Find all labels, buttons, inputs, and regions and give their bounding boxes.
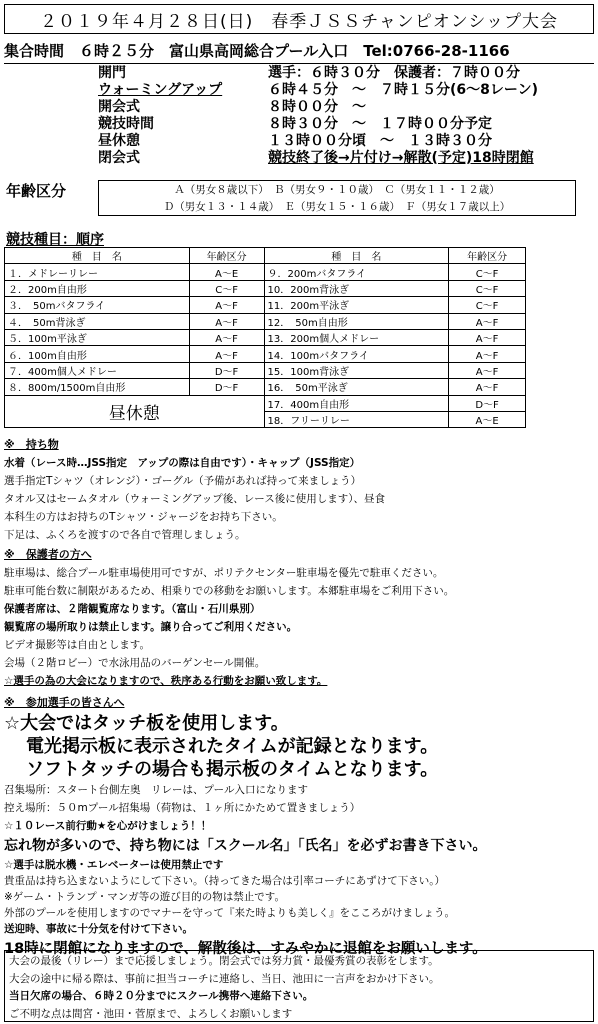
text-line: 駐車場は、総合プール駐車場使用可ですが、ポリテクセンター駐車場を優先で駐車ください。	[4, 567, 444, 579]
col-header-age: 年齢区分	[449, 248, 526, 264]
section-heading: ※ 参加選手の皆さんへ	[4, 696, 125, 709]
event-name: 15．100m背泳ぎ	[264, 362, 449, 378]
schedule	[98, 65, 568, 167]
text-line: 水着（レース時…JSS指定 アップの際は自由です）・キャップ（JSS指定）	[4, 457, 361, 469]
schedule-value: 選手：６時３０分 保護者：７時００分	[268, 65, 520, 81]
schedule-label: ウォーミングアップ	[98, 82, 223, 98]
text-line: ※ゲーム・トランプ・マンガ等の遊び目的の物は禁止です。	[4, 891, 285, 903]
event-age: D～F	[189, 379, 264, 395]
schedule-value: １３時００分頃 ～ １３時３０分	[268, 133, 492, 149]
schedule-label: 開会式	[98, 99, 140, 115]
text-line: 大会の最後（リレー）まで応援しましょう。閉会式では努力賞・最優秀賞の表彰をします。	[9, 955, 439, 967]
schedule-row	[98, 116, 568, 133]
event-name: 14．100mバタフライ	[264, 346, 449, 362]
events-table	[4, 247, 526, 428]
col-header-event: 種 目 名	[5, 248, 190, 264]
schedule-row	[98, 99, 568, 116]
text-line: ☆１０レース前行動★を心がけましょう！！	[4, 820, 212, 832]
table-row	[5, 379, 526, 395]
section-heading: ※ 保護者の方へ	[4, 548, 92, 561]
event-name: ８．800m/1500m自由形	[5, 379, 190, 395]
event-name: 10．200m背泳ぎ	[264, 280, 449, 296]
text-line: 本科生の方はお持ちのTシャツ・ジャージをお持ち下さい。	[4, 511, 283, 523]
guardians-section	[4, 546, 594, 690]
event-age: C～F	[449, 280, 526, 296]
text-line: 大会の途中に帰る際は、事前に担当コーチに連絡し、当日、池田に一言声をおかけ下さい。	[9, 972, 440, 985]
event-name: 11．200m平泳ぎ	[264, 297, 449, 313]
event-name: １．メドレーリレー	[5, 264, 190, 280]
items-section	[4, 436, 594, 544]
text-line: 駐車可能台数に制限があるため、相乗りでの移動をお願いします。本郷駐車場をご利用下さい。	[4, 585, 455, 597]
event-age: A～F	[449, 329, 526, 345]
event-age: A～F	[449, 379, 526, 395]
schedule-label: 閉会式	[98, 150, 140, 166]
age-category-line: Ａ（男女８歳以下） Ｂ（男女９・１０歳） Ｃ（男女１１・１２歳）	[174, 184, 500, 196]
schedule-label: 昼休憩	[98, 133, 140, 149]
table-row	[5, 313, 526, 329]
event-name: ３． 50mバタフライ	[5, 297, 190, 313]
gathering-time: 集合時間 ６時２５分 富山県高岡総合プール入口 Tel:0766-28-1166	[4, 40, 594, 64]
col-header-age: 年齢区分	[189, 248, 264, 264]
event-age: A～E	[449, 411, 526, 427]
event-age: C～F	[449, 297, 526, 313]
big-notice: ☆大会ではタッチ板を使用します。	[4, 713, 289, 734]
event-age: A～F	[189, 346, 264, 362]
schedule-row	[98, 133, 568, 150]
table-row	[5, 329, 526, 345]
event-name: 16． 50m平泳ぎ	[264, 379, 449, 395]
schedule-value: ６時４５分 ～ ７時１５分(6～8レーン)	[268, 82, 538, 98]
event-age: D～F	[189, 362, 264, 378]
event-name: ４． 50m背泳ぎ	[5, 313, 190, 329]
table-row	[5, 264, 526, 280]
forget-notice: 忘れ物が多いので、持ち物には「スクール名」「氏名」を必ずお書き下さい。	[4, 838, 487, 854]
event-name: ７．400m個人メドレー	[5, 362, 190, 378]
page-title: ２０１９年４月２８日(日) 春季ＪＳＳチャンピオンシップ大会	[4, 4, 594, 34]
table-row	[5, 346, 526, 362]
event-name: 12． 50m自由形	[264, 313, 449, 329]
event-name: ９．200mバタフライ	[264, 264, 449, 280]
table-row	[5, 297, 526, 313]
text-line: 下足は、ふくろを渡すので各自で管理しましょう。	[4, 529, 246, 541]
event-age: C～F	[189, 280, 264, 296]
footer-box	[4, 950, 594, 1022]
text-line: ☆選手は脱水機・エレベーターは使用禁止です	[4, 859, 224, 871]
text-line: 選手指定Tシャツ（オレンジ）・ゴーグル（予備があれば持って来ましょう）	[4, 475, 362, 487]
col-header-event: 種 目 名	[264, 248, 449, 264]
event-age: A～F	[449, 346, 526, 362]
schedule-value: 競技終了後→片付け→解散(予定)18時閉館	[268, 150, 534, 166]
event-age: A～F	[189, 297, 264, 313]
text-line: 会場（２階ロビー）で水泳用品のバーゲンセール開催。	[4, 657, 266, 669]
event-age: A～F	[189, 313, 264, 329]
closing-notice: 18時に閉館になりますので、解散後は、すみやかに退館をお願いします。	[4, 941, 487, 957]
text-line: 召集場所：スタート台側左奥 リレーは、プール入口になります	[4, 784, 308, 796]
event-age: A～F	[449, 362, 526, 378]
events-title: 競技種目：順序	[6, 232, 104, 248]
schedule-label: 開門	[98, 65, 126, 81]
age-category-box	[98, 180, 576, 216]
text-line: タオル又はセームタオル（ウォーミングアップ後、レース後に使用します）、昼食	[4, 493, 385, 505]
text-line: ご不明な点は間宮・池田・菅原まで、よろしくお願いします	[9, 1007, 293, 1020]
lunch-break-cell: 昼休憩	[5, 395, 265, 428]
table-row	[5, 362, 526, 378]
schedule-value: ８時００分 ～	[268, 99, 366, 115]
event-name: 13．200m個人メドレー	[264, 329, 449, 345]
schedule-row	[98, 150, 568, 167]
big-notice: 電光掲示板に表示されたタイムが記録となります。	[26, 736, 439, 757]
event-name: 17．400m自由形	[264, 395, 449, 411]
swimmers-section	[4, 694, 594, 960]
section-heading: ※ 持ち物	[4, 438, 59, 451]
event-name: ６．100m自由形	[5, 346, 190, 362]
event-age: A～F	[189, 329, 264, 345]
event-name: 18．フリーリレー	[264, 411, 449, 427]
table-header-row	[5, 248, 526, 264]
text-line: 当日欠席の場合、６時２０分までにスクール携帯へ連絡下さい。	[9, 990, 314, 1002]
text-line: 外部のプールを使用しますのでマナーを守って『来た時よりも美しく』をこころがけましょう。	[4, 907, 455, 919]
event-name: ５．100m平泳ぎ	[5, 329, 190, 345]
age-category-line: Ｄ（男女１３・１４歳） Ｅ（男女１５・１６歳） Ｆ（男女１７歳以上）	[163, 201, 511, 213]
event-name: ２．200m自由形	[5, 280, 190, 296]
text-line: 保護者席は、２階観覧席なります。（富山・石川県別）	[4, 603, 261, 615]
big-notice: ソフトタッチの場合も掲示板のタイムとなります。	[26, 759, 439, 780]
event-age: A～E	[189, 264, 264, 280]
text-line: ☆選手の為の大会になりますので、秩序ある行動をお願い致します。	[4, 675, 328, 687]
schedule-label: 競技時間	[98, 116, 154, 132]
schedule-row	[98, 82, 568, 99]
event-age: C～F	[449, 264, 526, 280]
event-age: A～F	[449, 313, 526, 329]
event-age: D～F	[449, 395, 526, 411]
text-line: 送迎時、事故に十分気を付けて下さい。	[4, 923, 193, 935]
schedule-value: ８時３０分 ～ １７時００分予定	[268, 116, 492, 132]
table-row	[5, 395, 526, 411]
age-category-title: 年齢区分	[6, 182, 67, 200]
text-line: 貴重品は持ち込まないようにして下さい。（持ってきた場合は引率コーチにあずけて下さい。）	[4, 875, 445, 887]
text-line: 観覧席の場所取りは禁止します。譲り合ってご利用ください。	[4, 621, 298, 633]
schedule-row	[98, 65, 568, 82]
table-row	[5, 280, 526, 296]
text-line: ビデオ撮影等は自由とします。	[4, 639, 150, 651]
text-line: 控え場所：５０mプール招集場（荷物は、１ヶ所にかためて置きましょう）	[4, 802, 361, 814]
